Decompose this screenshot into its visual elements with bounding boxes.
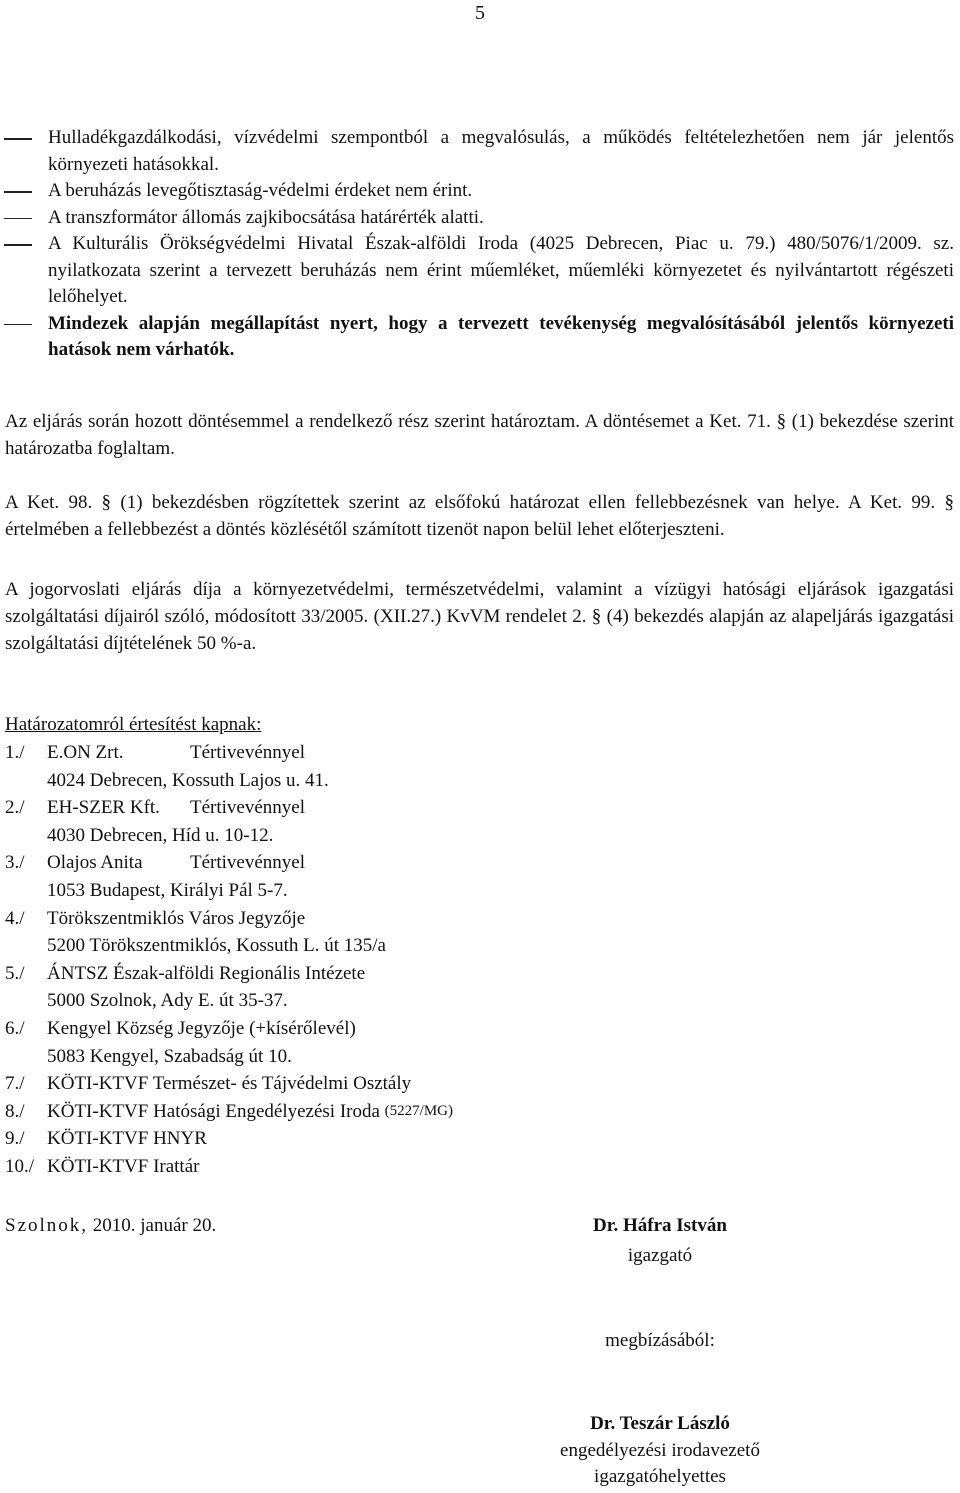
- recipient-row: 3./ Olajos Anita Tértivevénnyel: [5, 852, 306, 874]
- recipient-address: 5083 Kengyel, Szabadság út 10.: [47, 1045, 292, 1067]
- recipient-row: 1./ E.ON Zrt. Tértivevénnyel: [5, 742, 306, 763]
- dash-bullet-icon: [4, 244, 32, 246]
- reference-number: (5227/MG): [384, 1102, 453, 1119]
- fee-paragraph: A jogorvoslati eljárás díja a környezetvédelmi, természetvédelmi, valamint a vízügyi hatósági eljárások igazgatási szolgáltatási díjairól szóló, módosított 33/2005. (XII.27.) KvVM rendelet 2. § (4) bekezdés alapján az alapeljárás igazgatási szolgáltatási díjtételének 50 %-a.: [5, 579, 954, 654]
- recipient-address: 4024 Debrecen, Kossuth Lajos u. 41.: [47, 769, 329, 791]
- recipient-row: 4./ Törökszentmiklós Város Jegyzője: [5, 907, 306, 929]
- place: Szolnok,: [5, 1215, 89, 1236]
- decision-paragraph: Az eljárás során hozott döntésemmel a rendelkező rész szerint határoztam. A döntésemet a Ket. 71. § (1) bekezdése szerint határozatba foglaltam.: [5, 411, 954, 459]
- finding-item: Hulladékgazdálkodási, vízvédelmi szempontból a megvalósulás, a működés feltételezhetően nem jár jelentős környezeti hatásokkal.: [2, 125, 954, 178]
- page-number: 5: [475, 2, 485, 24]
- dash-bullet-icon: [4, 218, 32, 220]
- finding-item: A transzformátor állomás zajkibocsátása határérték alatti.: [2, 205, 954, 232]
- recipient-row: 9./ KÖTI-KTVF HNYR: [5, 1128, 207, 1150]
- recipient-address: 5000 Szolnok, Ady E. út 35-37.: [47, 990, 288, 1012]
- dash-bullet-icon: [4, 138, 32, 140]
- dash-bullet-icon: [4, 324, 32, 326]
- dash-bullet-icon: [4, 191, 32, 193]
- date: 2010. január 20.: [92, 1215, 217, 1236]
- finding-item: A Kulturális Örökségvédelmi Hivatal Észak-alföldi Iroda (4025 Debrecen, Piac u. 79.) 480/5076/1/2009. sz. nyilatkozata szerint a tervezett beruházás nem érint műemléket, műemléki környezetet és nyilvántartott régészeti lelőhelyet.: [2, 231, 954, 311]
- recipients-title: Határozatomról értesítést kapnak:: [5, 714, 262, 735]
- recipient-address: 5200 Törökszentmiklós, Kossuth L. út 135/a: [47, 935, 386, 957]
- delegate-title-2: igazgatóhelyettes: [594, 1466, 726, 1487]
- on-behalf-label: megbízásából:: [605, 1330, 715, 1351]
- recipient-row: 2./ EH-SZER Kft. Tértivevénnyel: [5, 797, 306, 819]
- delegate-title: engedélyezési irodavezető: [560, 1440, 760, 1461]
- recipient-row: 5./ ÁNTSZ Észak-alföldi Regionális Intézete: [5, 962, 366, 984]
- recipient-address: 1053 Budapest, Királyi Pál 5-7.: [47, 879, 288, 901]
- findings-list: [2, 125, 954, 364]
- recipient-row: 7./ KÖTI-KTVF Természet- és Tájvédelmi Osztály: [5, 1073, 412, 1095]
- place-date: [5, 1212, 216, 1240]
- recipients-list: [5, 739, 453, 1181]
- recipient-row: 10./ KÖTI-KTVF Irattár: [5, 1155, 200, 1177]
- recipient-row: 6./ Kengyel Község Jegyzője (+kísérőlevél): [5, 1017, 356, 1039]
- finding-item: A beruházás levegőtisztaság-védelmi érdeket nem érint.: [2, 178, 954, 205]
- recipient-address: 4030 Debrecen, Híd u. 10-12.: [47, 824, 274, 846]
- finding-conclusion: Mindezek alapján megállapítást nyert, hogy a tervezett tevékenység megvalósításából jelentős környezeti hatások nem várhatók.: [2, 311, 954, 364]
- appeal-paragraph: A Ket. 98. § (1) bekezdésben rögzítettek szerint az elsőfokú határozat ellen fellebbezésnek van helye. A Ket. 99. § értelmében a fellebbezést a döntés közlésétől számított tizenöt napon belül lehet előterjeszteni.: [5, 492, 954, 540]
- recipient-row: 8./ KÖTI-KTVF Hatósági Engedélyezési Iroda (5227/MG): [5, 1098, 453, 1126]
- signatory-name: Dr. Háfra István: [593, 1215, 727, 1236]
- signatory-title: igazgató: [627, 1245, 693, 1266]
- delegate-name: Dr. Teszár László: [590, 1413, 730, 1434]
